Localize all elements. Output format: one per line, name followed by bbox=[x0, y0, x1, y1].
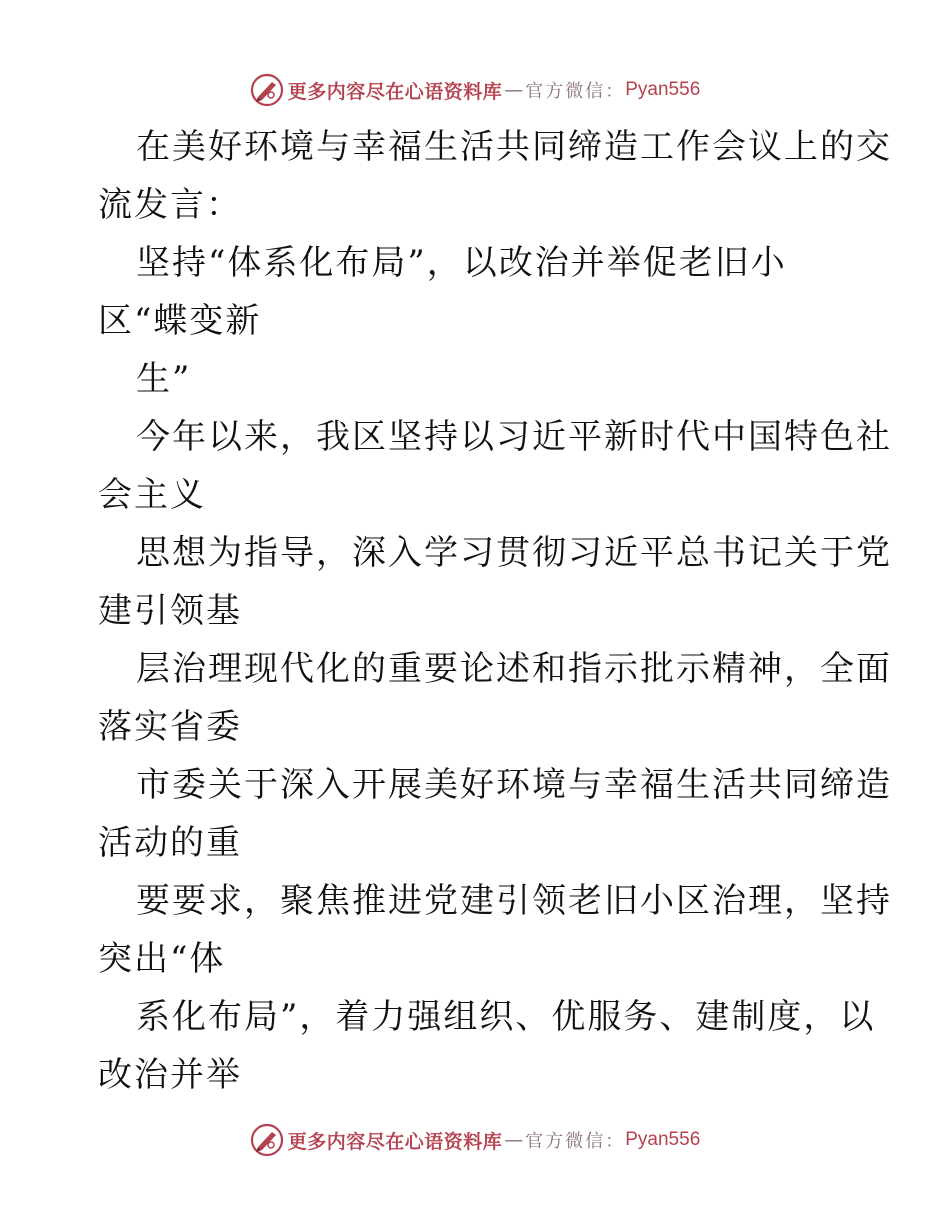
footer-watermark bbox=[0, 1120, 950, 1160]
text-line: 在美好环境与幸福生活共同缔造工作会议上的交 bbox=[136, 127, 892, 167]
text-line: 思想为指导，深入学习贯彻习近平总书记关于党 bbox=[136, 533, 892, 573]
watermark-dash: — bbox=[504, 79, 524, 101]
text-line: 今年以来，我区坚持以习近平新时代中国特色社 bbox=[136, 417, 892, 457]
text-line: 改治并举 bbox=[98, 1055, 242, 1095]
text-line: 建引领基 bbox=[98, 591, 242, 631]
watermark-wechat-id: Pyan556 bbox=[625, 1129, 701, 1150]
text-line: 生” bbox=[136, 359, 192, 399]
text-line: 流发言： bbox=[98, 185, 242, 225]
text-line: 要要求，聚焦推进党建引领老旧小区治理，坚持 bbox=[136, 881, 892, 921]
text-line: 坚持“体系化布局”，以改治并举促老旧小 bbox=[136, 243, 787, 283]
text-line: 市委关于深入开展美好环境与幸福生活共同缔造 bbox=[136, 765, 892, 805]
watermark-dash: — bbox=[504, 1129, 524, 1151]
watermark-wechat-label: 官方微信： bbox=[525, 81, 626, 102]
text-line: 落实省委 bbox=[98, 707, 242, 747]
text-line: 活动的重 bbox=[98, 823, 242, 863]
watermark-wechat-label: 官方微信： bbox=[525, 1131, 626, 1152]
text-line: 区“蝶变新 bbox=[98, 301, 262, 341]
text-line: 突出“体 bbox=[98, 939, 226, 979]
watermark-wechat-id: Pyan556 bbox=[625, 79, 701, 100]
header-watermark bbox=[0, 70, 950, 110]
document-body bbox=[98, 118, 892, 1104]
text-line: 系化布局”，着力强组织、优服务、建制度，以 bbox=[136, 997, 876, 1037]
pen-logo-icon bbox=[250, 1123, 284, 1157]
watermark-brand: 更多内容尽在心语资料库 bbox=[287, 80, 503, 103]
text-line: 层治理现代化的重要论述和指示批示精神，全面 bbox=[136, 649, 892, 689]
watermark-brand: 更多内容尽在心语资料库 bbox=[287, 1130, 503, 1153]
pen-logo-icon bbox=[250, 73, 284, 107]
text-line: 会主义 bbox=[98, 475, 206, 515]
